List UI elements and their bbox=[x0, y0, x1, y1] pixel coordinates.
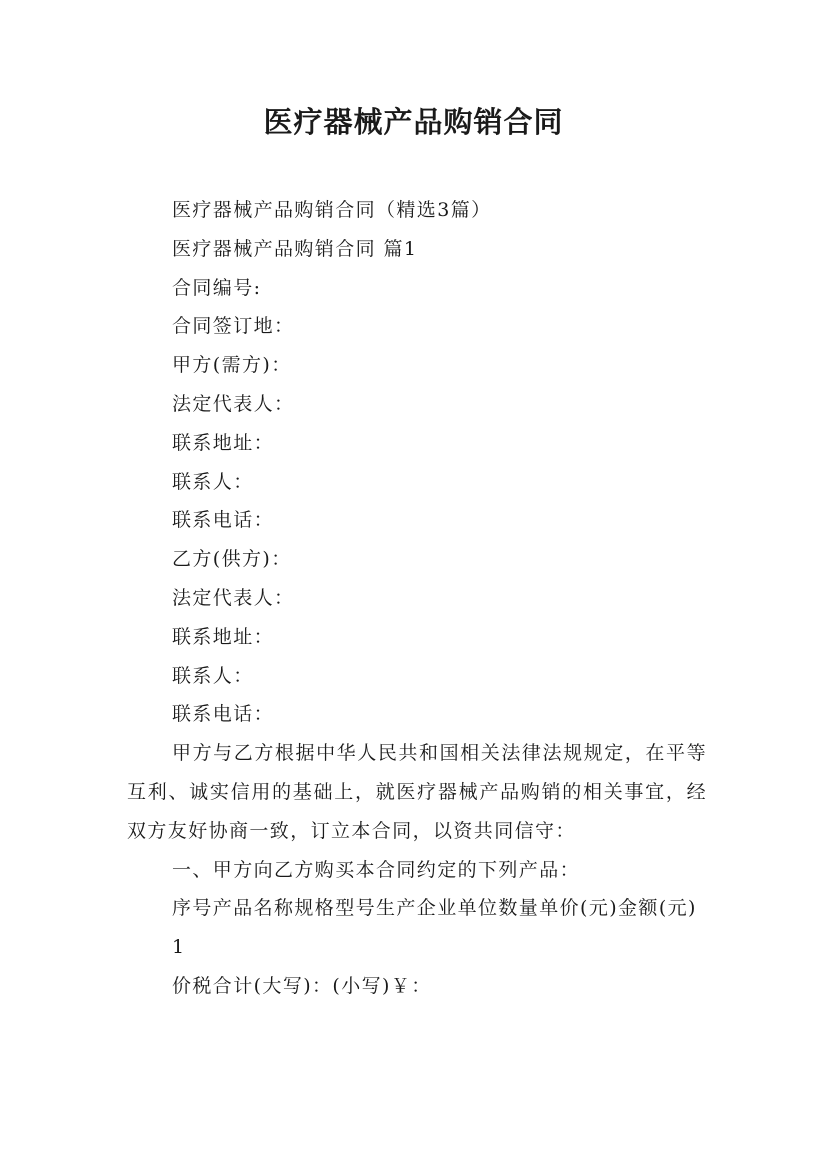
document-body bbox=[127, 191, 707, 1006]
paragraph-party-b-contact: 联系人： bbox=[172, 664, 254, 687]
paragraph-party-b: 乙方(供方)： bbox=[172, 548, 292, 571]
paragraph-total-price: 价税合计(大写)：(小写)￥： bbox=[172, 974, 432, 997]
paragraph-party-a: 甲方(需方)： bbox=[172, 354, 292, 377]
paragraph-party-b-legal-rep: 法定代表人： bbox=[172, 586, 295, 609]
paragraph-table-header: 序号产品名称规格型号生产企业单位数量单价(元)金额(元) bbox=[172, 897, 697, 920]
paragraph-signing-place: 合同签订地： bbox=[172, 315, 295, 338]
paragraph-party-a-legal-rep: 法定代表人： bbox=[172, 392, 295, 415]
paragraph-party-a-contact: 联系人： bbox=[172, 470, 254, 493]
paragraph-party-a-phone: 联系电话： bbox=[172, 509, 275, 532]
paragraph-subtitle: 医疗器械产品购销合同（精选3篇） bbox=[172, 199, 492, 221]
paragraph-party-a-address: 联系地址： bbox=[172, 431, 275, 454]
document-title: 医疗器械产品购销合同 bbox=[263, 105, 564, 139]
paragraph-row-number: 1 bbox=[172, 936, 186, 959]
paragraph-party-b-phone: 联系电话： bbox=[172, 703, 275, 726]
paragraph-preamble: 甲方与乙方根据中华人民共和国相关法律法规规定，在平等互利、诚实信用的基础上，就医疗器械产品购销的相关事宜，经双方友好协商一致，订立本合同，以资共同信守： bbox=[127, 742, 707, 842]
paragraph-section-heading: 医疗器械产品购销合同 篇1 bbox=[172, 237, 418, 260]
paragraph-party-b-address: 联系地址： bbox=[172, 625, 275, 648]
paragraph-contract-number: 合同编号: bbox=[172, 276, 262, 299]
paragraph-clause-one: 一、甲方向乙方购买本合同约定的下列产品： bbox=[172, 858, 581, 881]
